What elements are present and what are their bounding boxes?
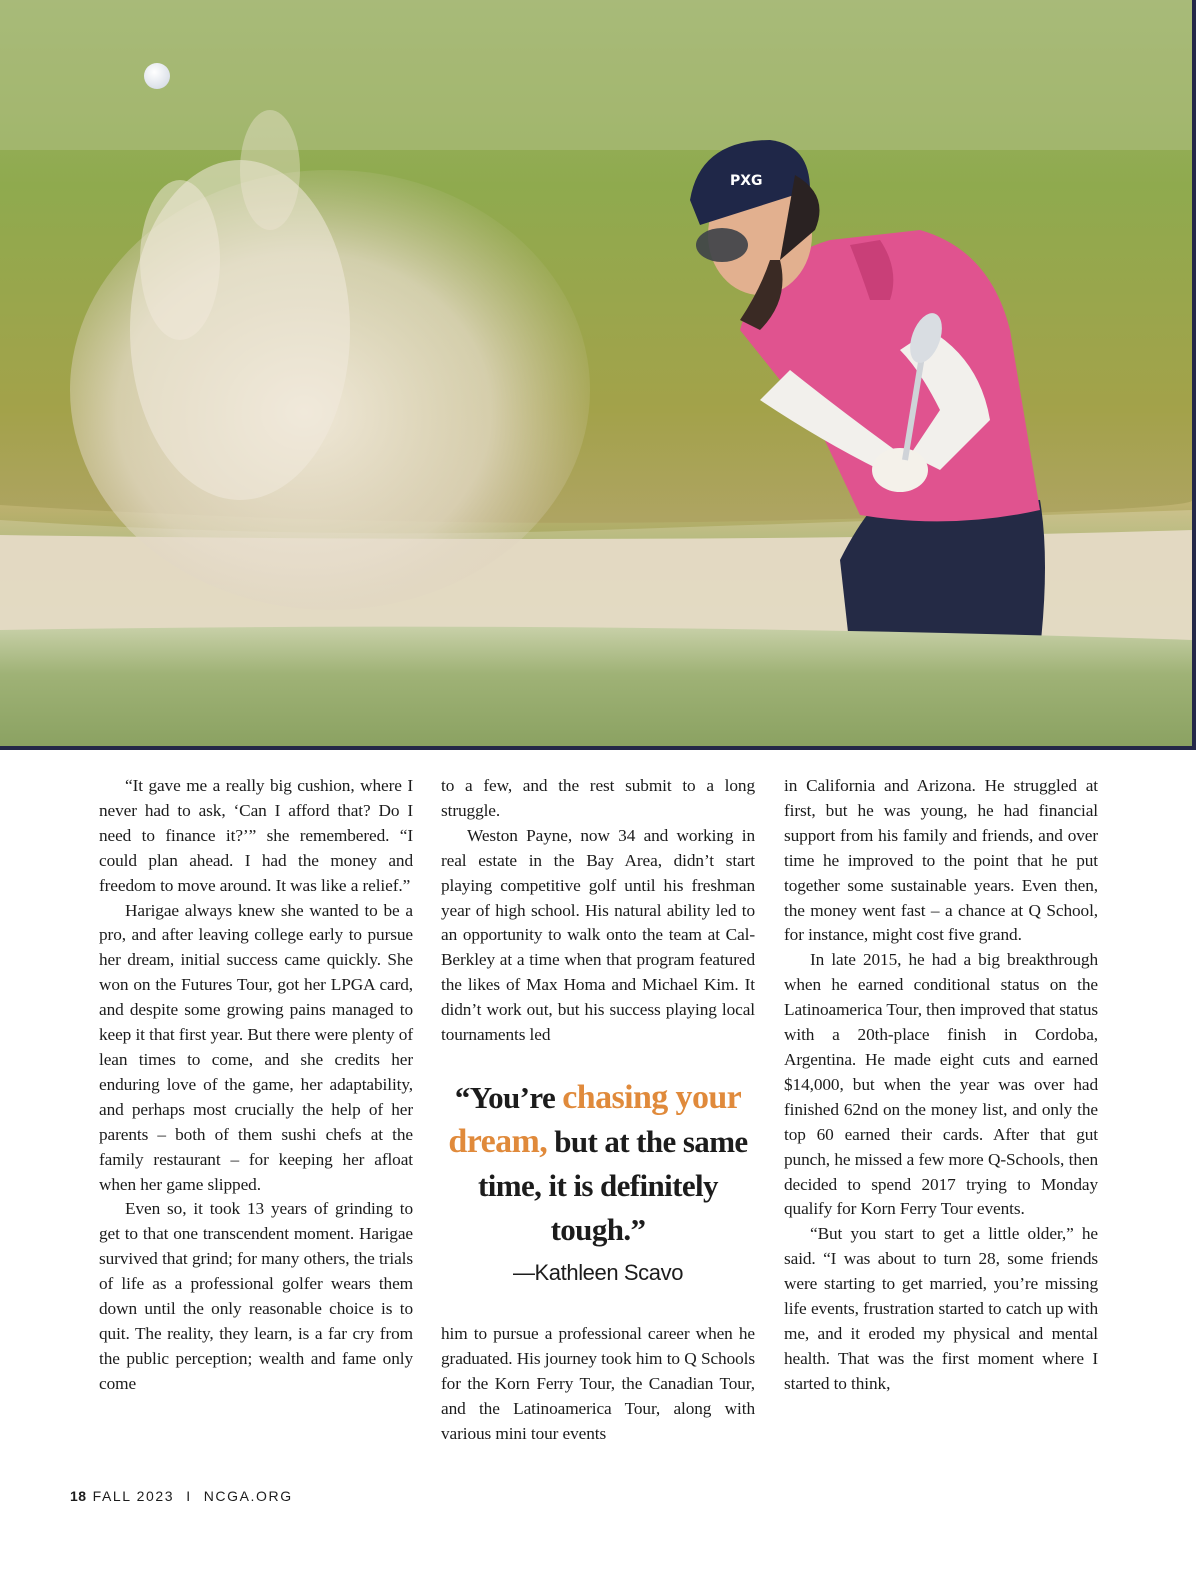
paragraph: Harigae always knew she wanted to be a pro, and after leaving college early to pursue her dream, initial success came quickly. She won on the Futures Tour, got her LPGA card, and despite some growing pains managed to keep it that first year. But there were plenty of lean times to come, and she credits her enduring love of the game, her adaptability, and perhaps most crucially the help of her parents – both of them sushi chefs at the family restaurant – for keeping her afloat when her game slipped. <box>99 900 413 1194</box>
article-column-2-bottom <box>441 1322 755 1447</box>
article-column-2-top <box>441 774 755 1048</box>
pull-quote-attribution: —Kathleen Scavo <box>512 1260 684 1285</box>
paragraph: to a few, and the rest submit to a long struggle. <box>441 776 755 820</box>
paragraph: Even so, it took 13 years of grinding to get to that one transcendent moment. Harigae survived that grind; for many others, the trials of life as a professional golfer wears them down until the only reasonable choice is to quit. The reality, they learn, is a far cry from the public perception; wealth and fame only come <box>99 1199 413 1393</box>
article-column-3 <box>784 774 1098 1397</box>
golfer-bunker-shot-photo <box>0 0 1192 746</box>
issue-label: FALL 2023 <box>92 1488 175 1504</box>
paragraph: “It gave me a really big cushion, where I never had to ask, ‘Can I afford that? Do I need to finance it?’” she remembered. “I could plan ahead. I had the money and freedom to move around. It was like a relief.” <box>99 776 413 895</box>
footer-separator: I <box>186 1488 192 1504</box>
pull-quote-text: “You’re <box>454 1080 563 1115</box>
svg-text:PXG: PXG <box>730 173 763 189</box>
paragraph: him to pursue a professional career when he graduated. His journey took him to Q Schools for the Korn Ferry Tour, the Canadian Tour, and the Latinoamerica Tour, along with various mini tour events <box>441 1324 755 1443</box>
paragraph: In late 2015, he had a big breakthrough when he earned conditional status on the Latinoamerica Tour, then improved that status with a 20th-place finish in Cordoba, Argentina. He made eight cuts and earned $14,000, but when the year was over had finished 62nd on the money list, and only the top 60 earned their cards. After that gut punch, he missed a few more Q-Schools, then decided to spend 2017 trying to Monday qualify for Korn Ferry Tour events. <box>784 950 1098 1219</box>
article-column-1 <box>99 774 413 1397</box>
pull-quote-text: but at the same time, it is definitely tough.” <box>478 1124 748 1247</box>
paragraph: Weston Payne, now 34 and working in real estate in the Bay Area, didn’t start playing competitive golf until his freshman year of high school. His natural ability led to an opportunity to walk onto the team at Cal-Berkley at a time when that program featured the likes of Max Homa and Michael Kim. It didn’t work out, but his success playing local tournaments led <box>441 825 755 1045</box>
paragraph: in California and Arizona. He struggled at first, but he was young, he had financial support from his family and friends, and over time he improved to the point that he put together some sustainable years. Even then, the money went fast – a chance at Q School, for instance, might cost five grand. <box>784 776 1098 945</box>
site-label: NCGA.ORG <box>203 1488 293 1504</box>
pull-quote <box>441 1076 755 1252</box>
paragraph: “But you start to get a little older,” he said. “I was about to turn 28, some friends were starting to get married, you’re missing life events, frustration started to catch up with me, and it eroded my physical and mental health. That was the first moment where I started to think, <box>784 1224 1098 1393</box>
pull-quote-accent: chasing your dream, <box>448 1079 742 1160</box>
page-footer <box>70 1488 293 1504</box>
hero-photo <box>0 0 1196 750</box>
page-number: 18 <box>70 1488 87 1504</box>
